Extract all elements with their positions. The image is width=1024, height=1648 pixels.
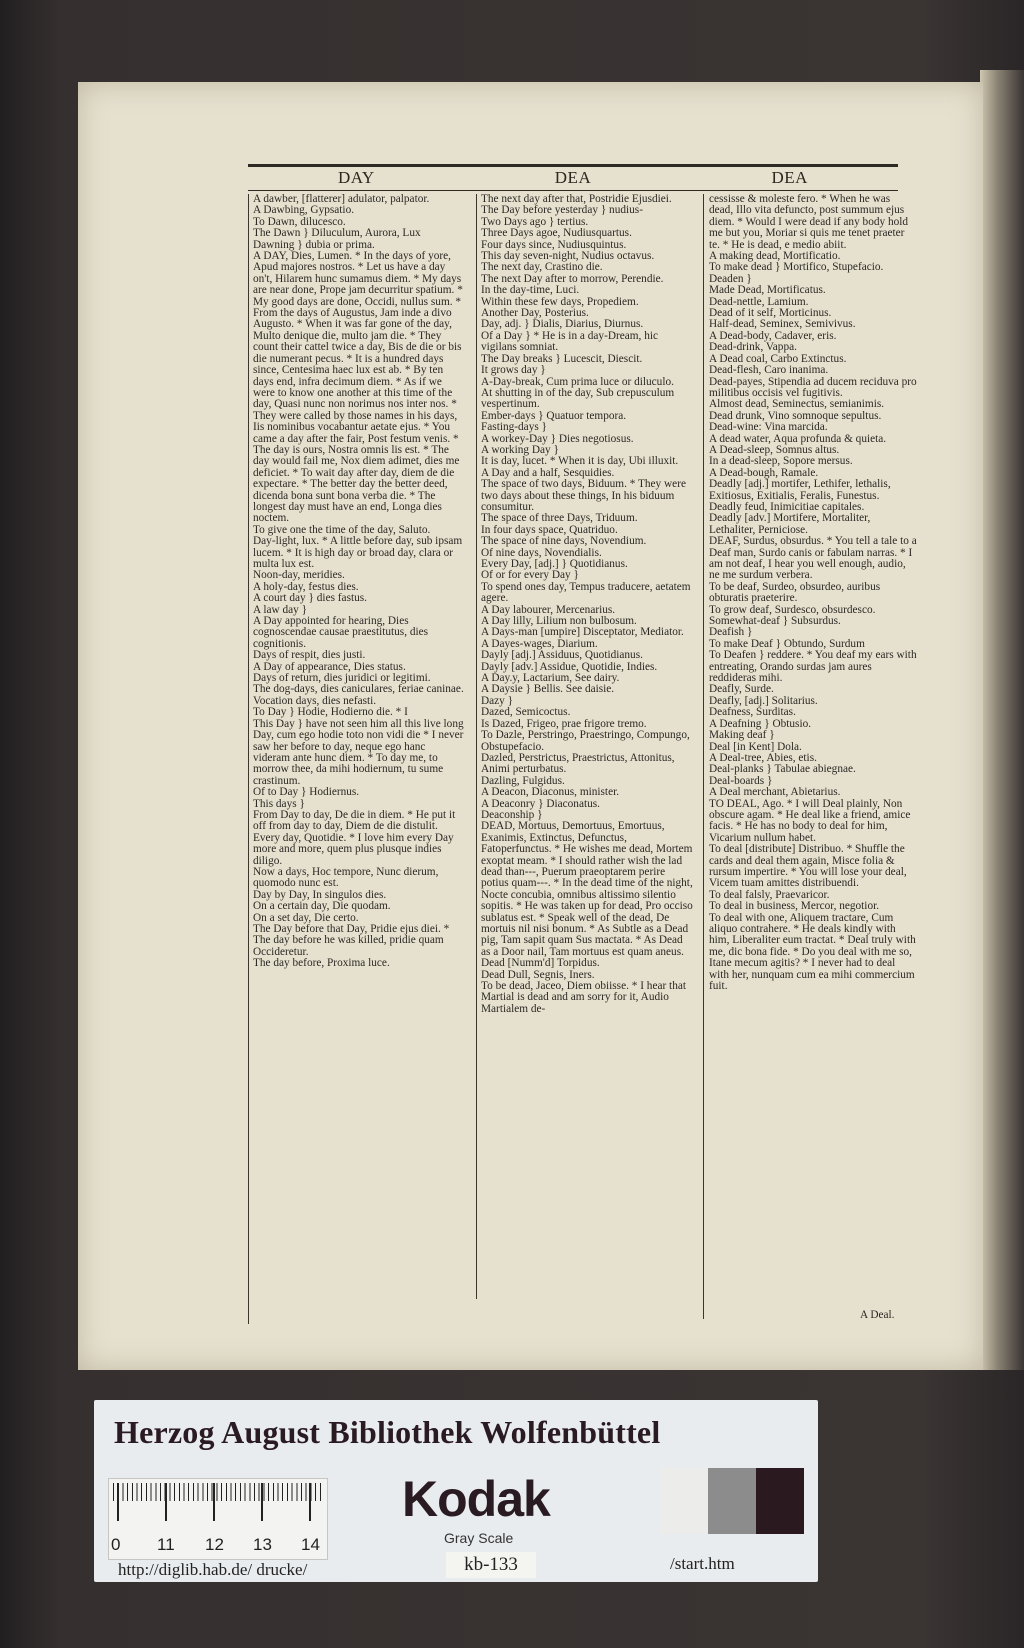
dictionary-entry: Dayly [adj.] Assiduus, Quotidianus. xyxy=(481,649,643,662)
ruler-ticks xyxy=(113,1483,323,1501)
header-rule xyxy=(248,164,898,167)
dictionary-entry: Days of respit, dies justi. xyxy=(253,649,366,662)
dictionary-entry: It is day, lucet. * When it is day, Ubi illuxit. xyxy=(481,455,679,468)
dictionary-entry: Noon-day, meridies. xyxy=(253,569,345,582)
dictionary-entry: A workey-Day } Dies negotiosus. xyxy=(481,432,634,445)
dictionary-entry: Is Dazed, Frigeo, prae frigore tremo. xyxy=(481,717,647,730)
dictionary-entry: On a certain day, Die quodam. xyxy=(253,900,391,913)
dictionary-entry: The space of nine days, Novendium. xyxy=(481,535,647,548)
dictionary-entry: The day before, Proxima luce. xyxy=(253,957,390,970)
ruler-label: 11 xyxy=(157,1535,175,1554)
dictionary-entry: Every Day, [adj.] } Quotidianus. xyxy=(481,558,628,570)
dictionary-entry: Three Days agoe, Nudiusquartus. xyxy=(481,227,632,240)
dictionary-entry: Dead-payes, Stipendia ad ducem reciduva pro militibus occisis vel fugitivis. xyxy=(709,375,917,399)
dictionary-entry: Dazled, Perstrictus, Praestrictus, Attonitus, Animi perturbatus. xyxy=(481,751,675,776)
dictionary-entry: At shutting in of the day, Sub crepusculum vespertinum. xyxy=(481,386,675,411)
dictionary-entry: A Day labourer, Mercenarius. xyxy=(481,603,616,616)
dictionary-entry: A holy-day, festus dies. xyxy=(253,580,359,593)
dictionary-entry: To deal in business, Mercor, negotior. xyxy=(709,900,880,913)
dictionary-entry: Days of return, dies juridici or legitimi. xyxy=(253,672,431,685)
dictionary-entry: To Dawn, dilucesco. xyxy=(253,215,346,228)
ruler-label: 12 xyxy=(205,1535,224,1554)
dictionary-entry: A DAY, Dies, Lumen. * In the days of yore, Apud majores nostros. * Let us have a day on't, Hilarem hunc sumamus diem. * My days are near done, Prope jam decurritur spatium. * My good days are done, Occidi, nullus sum. * From the days of Augustus, Jam inde a divo Augusto. * When it was far gone of the day, Multo denique die, multo jam die. * They count their cattel twice a day, Bis de die or bis die numerant pecus. * It is a hundred days since, Centesima haec lux est ab. * By ten days end, infra decimum diem. * As if we were to know one another at this time of the day, Quasi nunc non norimus nos inter nos. * They were called by those names in his days, Iis nominibus vocabantur aetate ejus. * You came a day after the fair, Post festum venis. * The day is ours, Nostra omnis lis est. * The day would fail me, Nox diem adimet, dies me deficiet. * To wait day after day, diem de die expectare. * The better day the better deed, dicenda bona sunt bona verba die. * The longest day must have an end, Longa dies noctem. xyxy=(253,250,463,525)
dictionary-entry: To deal with one, Aliquem tractare, Cum aliquo contrahere. * He deals kindly with him, Liberaliter eum tractat. * Deal truly with me, dic bona fide. * Do you deal with me so, Itane mecum agitis? * I never had to deal with her, nunquam cum ea mihi commercium fuit. xyxy=(709,911,916,993)
dictionary-entry: Deal-boards } xyxy=(709,774,773,787)
kodak-logo: Kodak xyxy=(402,1471,550,1527)
shelfmark-code: kb-133 xyxy=(446,1552,536,1578)
dictionary-entry: A law day } xyxy=(253,603,308,616)
dictionary-entry: Dead of it self, Morticinus. xyxy=(709,307,832,320)
dictionary-entry: A Day lilly, Lilium non bulbosum. xyxy=(481,615,637,628)
dictionary-entry: To Dazle, Perstringo, Praestringo, Compungo, Obstupefacio. xyxy=(481,729,690,753)
dictionary-entry: TO DEAL, Ago. * I will Deal plainly, Non obscure agam. * He deal like a friend, amice facis. * He has no body to deal for him, Vicarium nullum habet. xyxy=(709,797,911,844)
dictionary-entry: This days } xyxy=(253,797,305,810)
dictionary-entry: A Deafning } Obtusio. xyxy=(709,717,812,730)
dictionary-entry: Two Days ago } tertius. xyxy=(481,215,589,228)
dictionary-entry: Dead Dull, Segnis, Iners. xyxy=(481,968,595,981)
dictionary-entry: Day by Day, In singulos dies. xyxy=(253,888,387,901)
dictionary-entry: The Dawn } Diluculum, Aurora, Lux xyxy=(253,227,421,240)
dictionary-entry: Dayly [adv.] Assidue, Quotidie, Indies. xyxy=(481,660,658,673)
dictionary-entry: To deal [distribute] Distribuo. * Shuffle the cards and deal them again, Misce folia & rursum impertire. * You will lose your deal, Vicem tuam amittes distribuendi. xyxy=(709,843,907,890)
dictionary-entry: Deadly [adv.] Mortifere, Mortaliter, Lethaliter, Perniciose. xyxy=(709,512,871,536)
dictionary-entry: The next Day after to morrow, Perendie. xyxy=(481,272,664,285)
dictionary-entry: Of nine days, Novendialis. xyxy=(481,546,602,559)
dictionary-entry: A court day } dies fastus. xyxy=(253,592,367,605)
dictionary-entry: Making deaf } xyxy=(709,729,775,742)
dictionary-entry: The Day before that Day, Pridie ejus diei. * The day before he was killed, pridie quam Occideretur. xyxy=(253,923,450,958)
dictionary-entry: Dazling, Fulgidus. xyxy=(481,774,565,787)
dictionary-entry: The Day breaks } Lucescit, Diescit. xyxy=(481,352,643,365)
dictionary-entry: This Day } have not seen him all this live long Day, cum ego hodie toto non vidi die * I never saw her before to day, neque ego hanc videram ante hunc diem. * To day me, to morrow thee, da mihi hodiernum, tu sume crastinum. xyxy=(253,717,464,787)
dictionary-entry: Dazed, Semicoctus. xyxy=(481,706,571,719)
dictionary-entry: Within these few days, Propediem. xyxy=(481,295,639,308)
dictionary-entry: Of or for every Day } xyxy=(481,569,579,582)
running-head-left: DAY xyxy=(337,168,375,187)
dictionary-entry: DEAF, Surdus, obsurdus. * You tell a tale to a Deaf man, Surdo canis or fabulam narras. * I am not deaf, I hear you well enough, audio, ne me surdum verbera. xyxy=(709,535,917,582)
dictionary-entry: A Deal merchant, Abietarius. xyxy=(709,786,841,799)
dictionary-entry: A Day.y, Lactarium, See dairy. xyxy=(481,672,620,685)
dictionary-entry: Dead-nettle, Lamium. xyxy=(709,295,809,308)
column-dea-2 xyxy=(703,194,917,1319)
dictionary-entry: In a dead-sleep, Sopore mersus. xyxy=(709,455,853,468)
dictionary-entry: Dead-flesh, Caro inanima. xyxy=(709,364,829,377)
dictionary-entry: To make dead } Mortifico, Stupefacio. xyxy=(709,261,884,274)
dictionary-entry: A Dawbing, Gypsatio. xyxy=(253,204,355,217)
ruler xyxy=(108,1478,328,1560)
dictionary-entry: A Deacon, Diaconus, minister. xyxy=(481,786,620,799)
ruler-label: 0 xyxy=(111,1535,121,1554)
dictionary-entry: The space of three Days, Triduum. xyxy=(481,512,638,525)
gray-scale-label: Gray Scale xyxy=(444,1530,514,1546)
dictionary-entry: To make Deaf } Obtundo, Surdum xyxy=(709,637,865,650)
facing-page-edge xyxy=(980,70,1024,1370)
running-head-right: DEA xyxy=(771,168,808,187)
dictionary-entry: Deadly [adj.] mortifer, Lethifer, lethalis, Exitiosus, Exitialis, Feralis, Funestus. xyxy=(709,478,891,502)
gray-swatch-mid xyxy=(708,1468,756,1534)
dictionary-entry: Deafish } xyxy=(709,626,753,639)
dictionary-entry: The next day, Crastino die. xyxy=(481,261,603,274)
dictionary-entry: To be deaf, Surdeo, obsurdeo, auribus obturatis praeterire. xyxy=(709,580,881,605)
dictionary-entry: A Deal-tree, Abies, etis. xyxy=(709,751,817,764)
dictionary-entry: Somewhat-deaf } Subsurdus. xyxy=(709,615,841,628)
dictionary-entry: A Day of appearance, Dies status. xyxy=(253,660,406,673)
dictionary-entry: A Day appointed for hearing, Dies cognoscendae causae praestitutus, dies cognitionis. xyxy=(253,615,429,650)
dictionary-entry: The dog-days, dies caniculares, feriae caninae. xyxy=(253,683,464,696)
dictionary-entry: Now a days, Hoc tempore, Nunc dierum, quomodo nunc est. xyxy=(253,865,439,890)
dictionary-entry: A dead water, Aqua profunda & quieta. xyxy=(709,432,887,445)
dictionary-entry: To spend ones day, Tempus traducere, aetatem agere. xyxy=(481,580,691,605)
dictionary-entry: A dawber, [flatterer] adulator, palpator. xyxy=(253,193,430,205)
dictionary-entry: Dead drunk, Vino somnoque sepultus. xyxy=(709,409,882,422)
dictionary-entry: Vocation days, dies nefasti. xyxy=(253,694,377,707)
column-dea-1 xyxy=(476,194,693,1299)
dictionary-entry: In four days space, Quatriduo. xyxy=(481,523,618,536)
dictionary-entry: To be dead, Jaceo, Diem obiisse. * I hear that Martial is dead and am sorry for it, Audio Martialem de- xyxy=(481,980,686,1015)
dictionary-entry: From Day to day, De die in diem. * He put it off from day to day, Diem de die distulit. xyxy=(253,808,456,833)
dictionary-entry: A Deaconry } Diaconatus. xyxy=(481,797,600,810)
dictionary-entry: Four days since, Nudiusquintus. xyxy=(481,238,627,251)
dictionary-entry: A Dead-bough, Ramale. xyxy=(709,466,819,479)
ruler-label: 13 xyxy=(253,1535,272,1554)
dictionary-entry: To give one the time of the day, Saluto. xyxy=(253,523,431,536)
dictionary-entry: Dawning } dubia or prima. xyxy=(253,238,375,251)
column-day xyxy=(248,194,465,1324)
header-underline xyxy=(248,190,898,191)
dictionary-entry: cessisse & moleste fero. * When he was dead, Illo vita defuncto, post summum ejus diem. * Would I were dead if any body hold me but you, Moriar si quis me tenet praeter te. * He is dead, e medio abiit. xyxy=(709,193,909,251)
ruler-major-tick xyxy=(261,1483,263,1521)
url-prefix: http://diglib.hab.de/ drucke/ xyxy=(118,1560,308,1579)
dictionary-entry: A working Day } xyxy=(481,443,559,456)
dictionary-entry: To Deafen } reddere. * You deaf my ears with entreating, Orando surdas jam aures reddideras mihi. xyxy=(709,649,917,685)
dictionary-entry: Of to Day } Hodiernus. xyxy=(253,786,360,799)
ruler-major-tick xyxy=(309,1483,311,1521)
dictionary-entry: Every day, Quotidie. * I love him every Day more and more, quem plus plusque indies diligo. xyxy=(253,831,454,867)
dictionary-entry: The space of two days, Biduum. * They were two days about these things, In his biduum consumitur. xyxy=(481,478,686,513)
dictionary-entry: To Day } Hodie, Hodierno die. * I xyxy=(253,706,408,719)
dictionary-entry: In the day-time, Luci. xyxy=(481,284,580,297)
dictionary-entry: DEAD, Mortuus, Demortuus, Emortuus, Exanimis, Extinctus, Defunctus, Fatoperfunctus. * He wishes me dead, Mortem exoptat meam. * I should rather wish the lad dead than---, Puerum praeoptarem perire potius quam---. * In the dead time of the night, Nocte concubia, omnibus altissimo silentio sopitis. * He was taken up for dead, Pro occiso sublatus est. * Speak well of the dead, De mortuis nil nisi bonum. * As Subtle as a Dead pig, Tam sapit quam Sus mactata. * As Dead as a Door nail, Tam mortuus est quam aneus. xyxy=(481,820,693,958)
running-heads xyxy=(248,168,898,190)
dictionary-entry: Dead-drink, Vappa. xyxy=(709,341,797,354)
dictionary-entry: Dead-wine: Vina marcida. xyxy=(709,421,828,434)
dictionary-entry: This day seven-night, Nudius octavus. xyxy=(481,250,655,263)
dictionary-entry: The Day before yesterday } nudius- xyxy=(481,204,643,217)
gray-swatch-black xyxy=(756,1468,804,1534)
dictionary-entry: Deal-planks } Tabulae abiegnae. xyxy=(709,763,856,776)
dictionary-entry: Deafly, [adj.] Solitarius. xyxy=(709,694,818,707)
dictionary-entry: On a set day, Die certo. xyxy=(253,911,359,924)
dictionary-entry: A Days-man [umpire] Disceptator, Mediator. xyxy=(481,626,684,639)
dictionary-entry: Made Dead, Mortificatus. xyxy=(709,284,826,297)
dictionary-entry: The next day after that, Postridie Ejusdiei. xyxy=(481,193,672,205)
ruler-label: 14 xyxy=(301,1535,320,1554)
dictionary-entry: Deadly feud, Inimicitiae capitales. xyxy=(709,500,865,513)
dictionary-entry: A Daysie } Bellis. See daisie. xyxy=(481,683,615,696)
library-target-card xyxy=(94,1400,818,1582)
dictionary-entry: Dead [Numm'd] Torpidus. xyxy=(481,957,600,970)
dictionary-entry: To deal falsly, Praevaricor. xyxy=(709,888,830,901)
dictionary-entry: A Day and a half, Sesquidies. xyxy=(481,466,615,479)
dictionary-entry: Day-light, lux. * A little before day, sub ipsam lucem. * It is high day or broad day, clara or multa lux est. xyxy=(253,535,463,570)
dictionary-entry: A Dead-body, Cadaver, eris. xyxy=(709,329,837,342)
ruler-major-tick xyxy=(213,1483,215,1521)
ruler-labels xyxy=(109,1535,327,1557)
library-name: Herzog August Bibliothek Wolfenbüttel xyxy=(114,1414,661,1450)
dictionary-entry: A Dayes-wages, Diarium. xyxy=(481,637,598,650)
ruler-major-tick xyxy=(165,1483,167,1521)
dictionary-entry: A-Day-break, Cum prima luce or diluculo. xyxy=(481,375,674,388)
url-suffix: /start.htm xyxy=(670,1554,735,1573)
dictionary-entry: Deaden } xyxy=(709,272,752,285)
running-head-center: DEA xyxy=(554,168,592,187)
dictionary-entry: It grows day } xyxy=(481,364,546,377)
dictionary-entry: Deafness, Surditas. xyxy=(709,706,796,719)
dictionary-entry: Almost dead, Seminectus, semianimis. xyxy=(709,398,885,411)
dictionary-entry: Deaconship } xyxy=(481,808,543,821)
dictionary-entry: To grow deaf, Surdesco, obsurdesco. xyxy=(709,603,876,616)
dictionary-entry: A Dead-sleep, Somnus altus. xyxy=(709,443,840,456)
dictionary-entry: Fasting-days } xyxy=(481,421,547,434)
dictionary-entry: Of a Day } * He is in a day-Dream, hic vigilans somniat. xyxy=(481,329,659,354)
dictionary-entry: Ember-days } Quatuor tempora. xyxy=(481,409,627,422)
ruler-major-tick xyxy=(117,1483,119,1521)
dictionary-entry: Deal [in Kent] Dola. xyxy=(709,740,802,753)
dictionary-entry: Half-dead, Seminex, Semivivus. xyxy=(709,318,856,331)
dictionary-entry: A making dead, Mortificatio. xyxy=(709,250,841,263)
gray-swatch-white xyxy=(660,1468,708,1534)
dictionary-entry: Another Day, Posterius. xyxy=(481,307,589,320)
dictionary-entry: Day, adj. } Dialis, Diarius, Diurnus. xyxy=(481,318,644,331)
dictionary-entry: A Dead coal, Carbo Extinctus. xyxy=(709,352,847,365)
catchword: A Deal. xyxy=(860,1309,895,1321)
dictionary-entry: Dazy } xyxy=(481,694,514,707)
dictionary-entry: Deafly, Surde. xyxy=(709,683,774,696)
